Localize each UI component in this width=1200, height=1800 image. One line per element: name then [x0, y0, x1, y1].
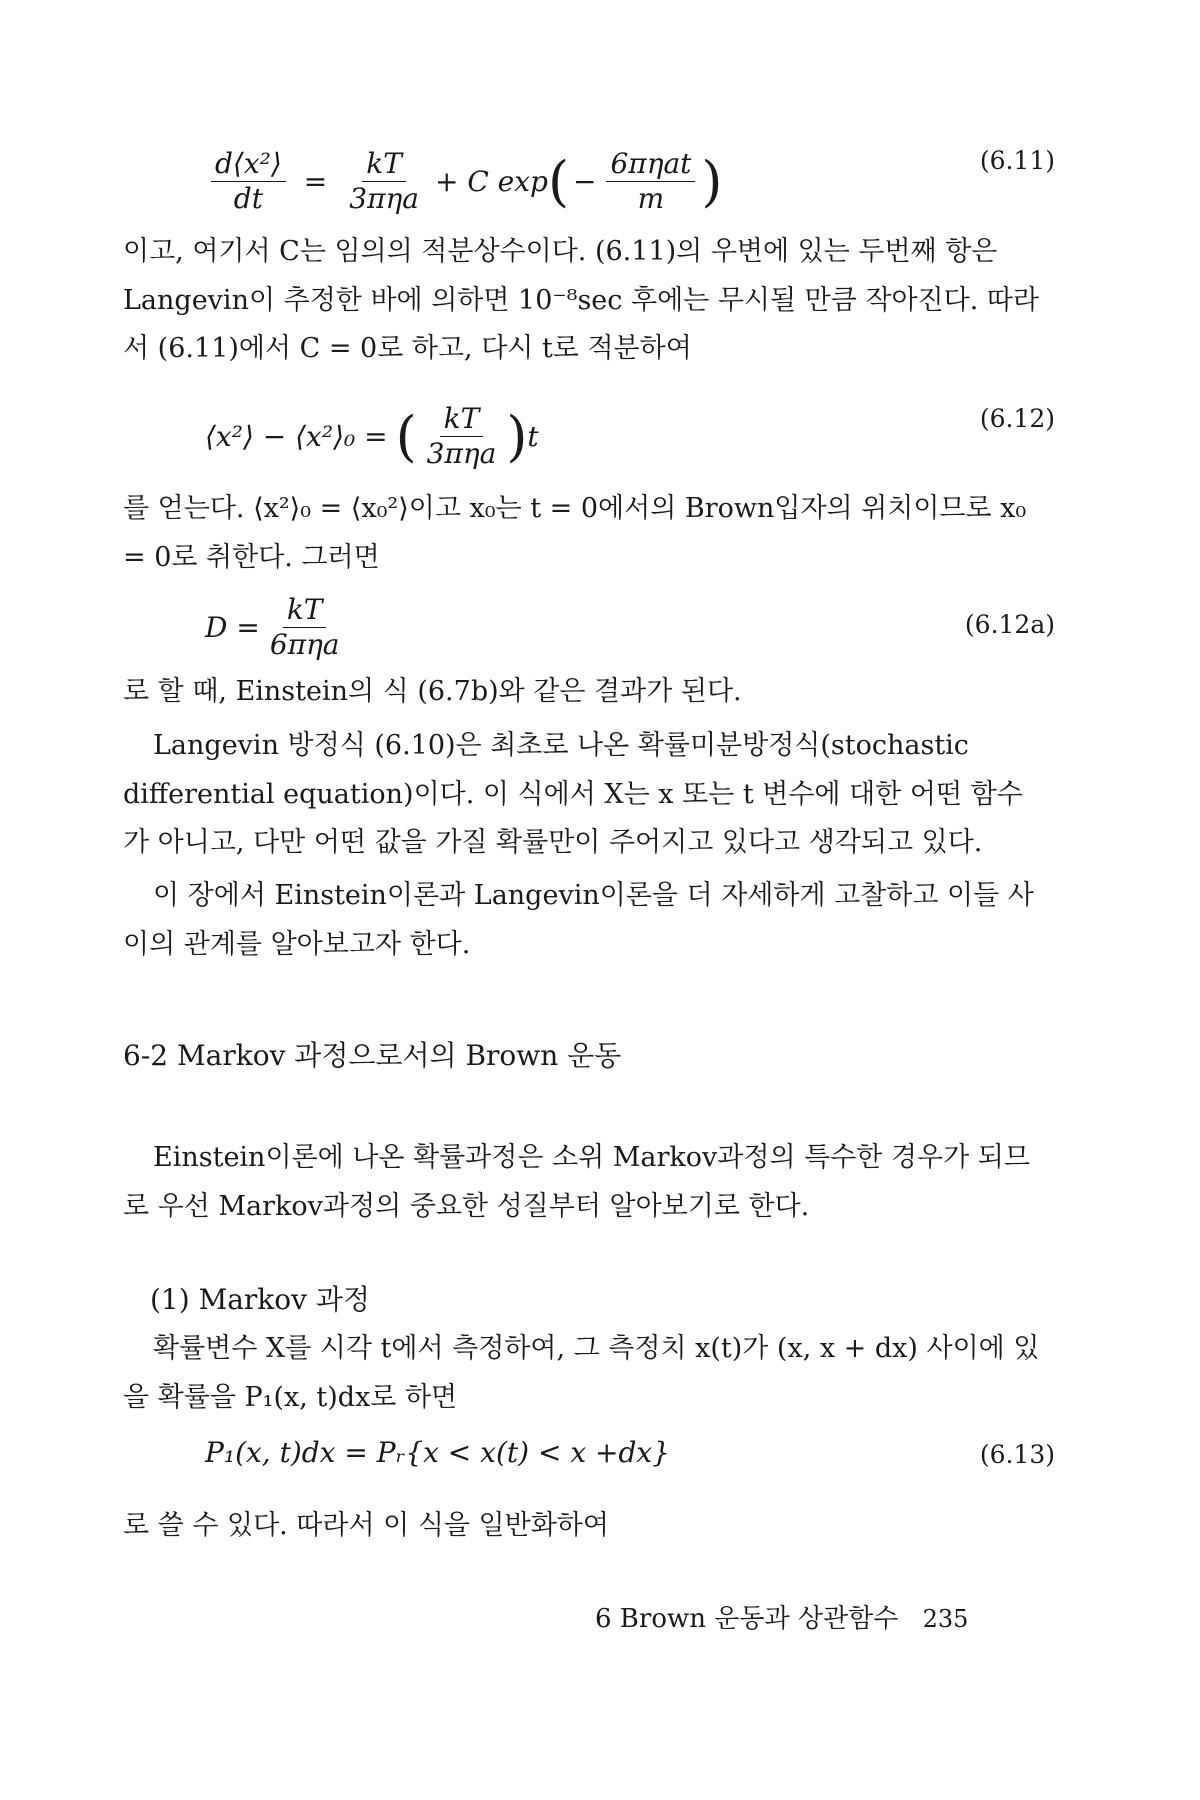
- equation-6-12: [205, 403, 539, 470]
- eq-6-12-tail: t: [527, 420, 539, 454]
- exp-fraction: [606, 148, 695, 215]
- lhs-fraction: [211, 148, 286, 215]
- eq-6-12a-lhs: D =: [205, 611, 260, 645]
- equation-6-12a: [205, 594, 350, 661]
- equation-tag-6-12a: (6.12a): [964, 610, 1055, 639]
- left-paren: (: [547, 149, 570, 213]
- left-paren: (: [395, 404, 417, 468]
- paragraph-8: 로 쓸 수 있다. 따라서 이 식을 일반화하여: [123, 1510, 609, 1541]
- paragraph-5: 이 장에서 Einstein이론과 Langevin이론을 더 자세하게 고찰하고 이들 사이의 관계를 알아보고자 한다.: [123, 880, 1034, 960]
- page-footer: [595, 1598, 968, 1635]
- kt-fraction: [266, 594, 344, 661]
- right-paren: ): [701, 149, 723, 213]
- plus-exp-term: + C exp: [434, 165, 548, 199]
- kt-fraction: [423, 403, 501, 470]
- equation-tag-6-12: (6.12): [979, 404, 1055, 433]
- paragraph-4: Langevin 방정식 (6.10)은 최초로 나온 확률미분방정식(stochastic differential equation)이다. 이 식에서 X는 x 또는 t 변수에 대한 어떤 함수가 아니고, 다만 어떤 값을 가질 확률만이 주어지고 있다고 생각되고 있다.: [123, 730, 1023, 859]
- kt-numerator: kT: [362, 148, 406, 182]
- subsection-title: (1) Markov 과정: [150, 1283, 370, 1316]
- kt-denominator: 3πηa: [349, 182, 419, 216]
- kt-denominator: 3πηa: [426, 437, 497, 471]
- equation-6-13: [205, 1436, 670, 1469]
- eq-6-13-body: P₁(x, t)dx = Pᵣ{x < x(t) < x +dx}: [205, 1436, 670, 1469]
- paragraph-3: 로 할 때, Einstein의 식 (6.7b)와 같은 결과가 된다.: [123, 676, 742, 707]
- kt-numerator: kT: [440, 403, 484, 437]
- exp-denominator: m: [637, 182, 665, 216]
- page-number: 235: [922, 1605, 969, 1633]
- paragraph-6: Einstein이론에 나온 확률과정은 소위 Markov과정의 특수한 경우가 되므로 우선 Markov과정의 중요한 성질부터 알아보기로 한다.: [123, 1142, 1030, 1222]
- equation-tag-6-13: (6.13): [979, 1440, 1055, 1469]
- lhs-numerator: d⟨x²⟩: [211, 148, 286, 182]
- kt-fraction: [345, 148, 423, 215]
- lhs-denominator: dt: [233, 182, 263, 216]
- right-paren: ): [506, 404, 528, 468]
- kt-denominator: 6πηa: [269, 628, 340, 662]
- section-title: 6-2 Markov 과정으로서의 Brown 운동: [123, 1039, 622, 1072]
- running-title: 6 Brown 운동과 상관함수: [595, 1604, 899, 1634]
- exp-numerator: 6πηat: [606, 148, 695, 182]
- equals-sign: =: [303, 165, 328, 199]
- paragraph-1: 이고, 여기서 C는 임의의 적분상수이다. (6.11)의 우변에 있는 두번째 항은 Langevin이 추정한 바에 의하면 10⁻⁸sec 후에는 무시될 만큼 작아진다. 따라서 (6.11)에서 C = 0로 하고, 다시 t로 적분하여: [123, 236, 1040, 365]
- paragraph-2: 를 얻는다. ⟨x²⟩₀ = ⟨x₀²⟩이고 x₀는 t = 0에서의 Brown입자의 위치이므로 x₀ = 0로 취한다. 그러면: [123, 493, 1027, 573]
- equation-tag-6-11: (6.11): [979, 146, 1055, 175]
- eq-6-12-lhs: ⟨x²⟩ − ⟨x²⟩₀ =: [205, 420, 388, 454]
- minus-sign: −: [573, 165, 597, 199]
- kt-numerator: kT: [283, 594, 327, 628]
- equation-6-11: [205, 148, 723, 215]
- paragraph-7: 확률변수 X를 시각 t에서 측정하여, 그 측정치 x(t)가 (x, x + dx) 사이에 있을 확률을 P₁(x, t)dx로 하면: [123, 1333, 1040, 1413]
